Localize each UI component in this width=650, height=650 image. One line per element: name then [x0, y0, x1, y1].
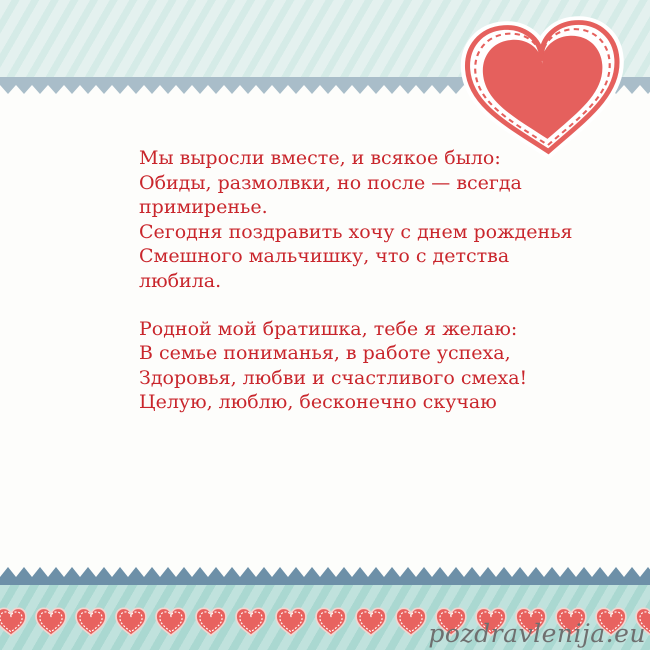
watermark: pozdravlenija.eu — [428, 619, 646, 648]
poem-line: примиренье. — [139, 196, 268, 219]
poem-line: Обиды, размолвки, но после — всегда — [139, 171, 522, 194]
poem-line: Мы выросли вместе, и всякое было: — [139, 147, 501, 169]
poem-stanza-2 — [139, 317, 573, 415]
poem — [139, 146, 573, 415]
heart-icon — [394, 606, 428, 638]
poem-line: Здоровья, любви и счастливого смеха! — [139, 366, 528, 389]
poem-line: Смешного мальчишку, что с детства — [139, 245, 510, 268]
poem-line: Родной мой братишка, тебе я желаю: — [139, 317, 518, 340]
poem-stanza-1 — [139, 146, 573, 294]
poem-line: Сегодня поздравить хочу с днем рожденья — [139, 220, 573, 243]
heart-icon — [274, 606, 308, 638]
heart-icon — [114, 606, 148, 638]
poem-line: Целую, люблю, бесконечно скучаю — [139, 391, 497, 414]
heart-icon — [0, 606, 28, 638]
heart-icon — [34, 606, 68, 638]
heart-icon — [194, 606, 228, 638]
heart-icon — [234, 606, 268, 638]
heart-icon — [354, 606, 388, 638]
bottom-zigzag-border — [0, 567, 650, 585]
heart-icon — [314, 606, 348, 638]
heart-icon — [74, 606, 108, 638]
poem-line: любила. — [139, 269, 222, 292]
poem-line: В семье пониманья, в работе успеха, — [139, 342, 511, 365]
heart-icon — [154, 606, 188, 638]
